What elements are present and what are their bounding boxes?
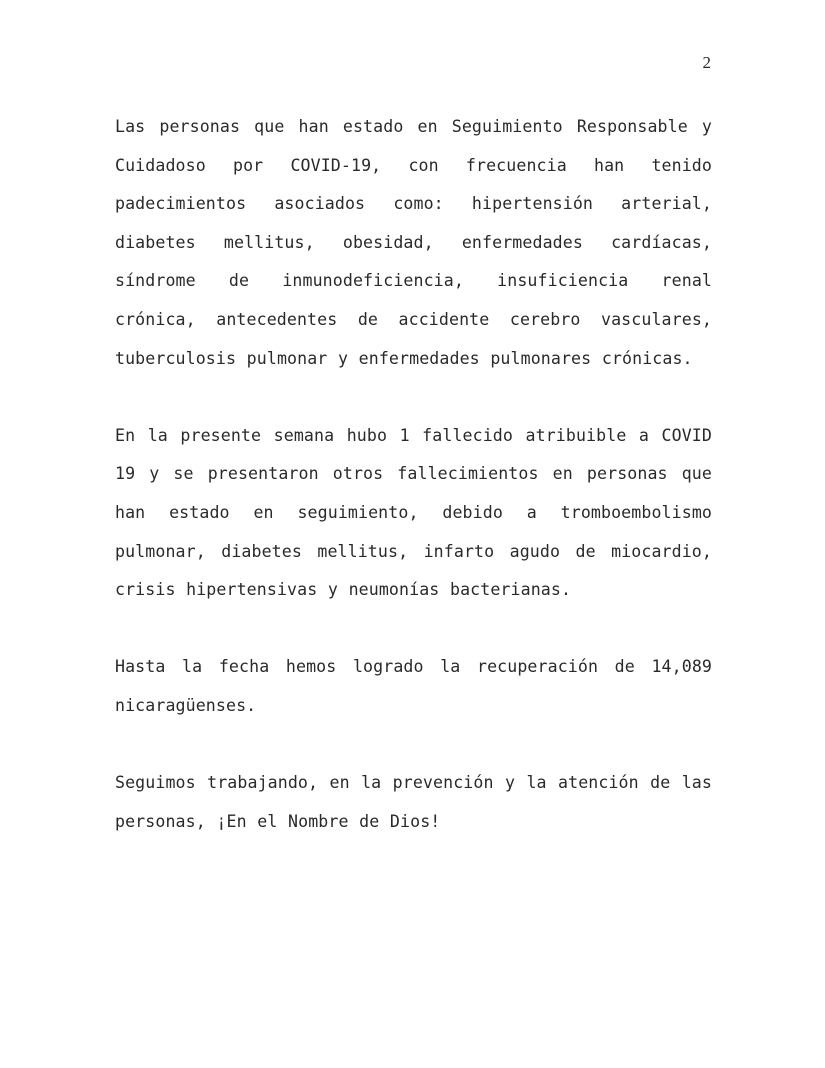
paragraph-padecimientos-asociados: Las personas que han estado en Seguimiento Responsable y Cuidadoso por COVID-19, con frecuencia han tenido padecimientos asociados como: hipertensión arterial, diabetes mellitus, obesidad, enfermedades cardíacas, síndrome de inmunodeficiencia, insuficiencia renal crónica, antecedentes de accidente cerebro vasculares, tuberculosis pulmonar y enfermedades pulmonares crónicas. [115, 117, 712, 368]
paragraph-cierre: Seguimos trabajando, en la prevención y la atención de las personas, ¡En el Nombre de Dios! [115, 773, 712, 831]
paragraph-fallecimientos-semana: En la presente semana hubo 1 fallecido atribuible a COVID 19 y se presentaron otros fallecimientos en personas que han estado en seguimiento, debido a tromboembolismo pulmonar, diabetes mellitus, infarto agudo de miocardio, crisis hipertensivas y neumonías bacterianas. [115, 425, 712, 600]
paragraph-recuperados: Hasta la fecha hemos logrado la recuperación de 14,089 nicaragüenses. [115, 657, 712, 715]
page-number: 2 [702, 53, 711, 72]
document-body [115, 108, 712, 841]
